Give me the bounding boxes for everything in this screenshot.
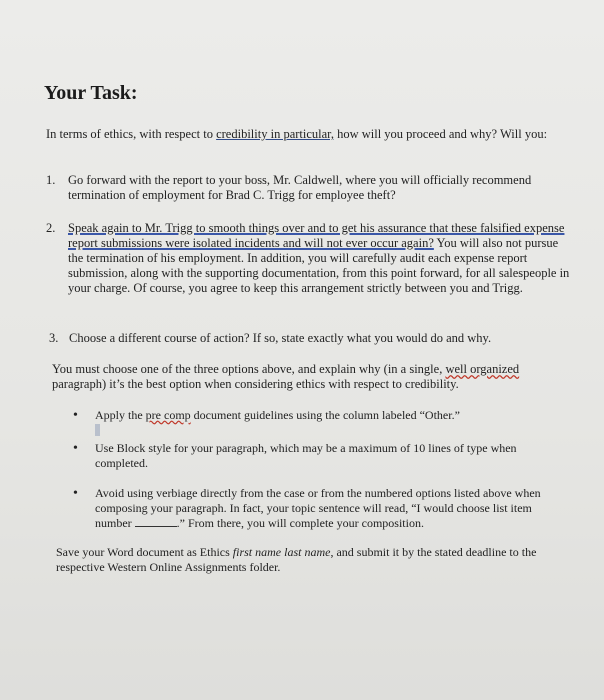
- option-text: Choose a different course of action? If so, state exactly what you would do and why.: [69, 331, 492, 345]
- bullet-2: [73, 441, 563, 473]
- bullet-dot: •: [73, 441, 78, 456]
- instruction-underlined: well organized: [445, 362, 520, 376]
- bullet-dot: •: [73, 486, 78, 501]
- bullet-text: [95, 408, 555, 423]
- option-number: 3.: [49, 331, 59, 345]
- save-instruction: [56, 545, 576, 575]
- task-title: Your Task:: [44, 82, 138, 104]
- bullet-dot: •: [73, 408, 78, 423]
- bullet-underlined: pre comp: [145, 408, 191, 422]
- option-number: 2.: [46, 221, 56, 235]
- option-rest: You will also not pursue the termination of his employment. In addition, you will carefully audit each expense report submission, along with the supporting documentation, from this point forward, for all salespeople in your charge. Of course, you agree to keep this arrangement strictly between you and Trigg.: [68, 236, 570, 295]
- option-text: [68, 221, 576, 296]
- save-italic: first name last name: [232, 545, 331, 559]
- cursor-mark: [95, 424, 100, 436]
- bullet-text-end: .” From there, you will complete your composition.: [176, 516, 424, 530]
- option-number: 1.: [46, 173, 56, 187]
- bullet-text-start: Apply the: [95, 408, 146, 422]
- intro-question: [46, 127, 576, 142]
- instruction-paragraph: [52, 362, 562, 392]
- option-2: [46, 221, 576, 316]
- save-text-end: , and submit it by the stated deadline to the respective Western Online Assignments folder.: [56, 545, 537, 574]
- instruction-text-end: paragraph) it’s the best option when considering ethics with respect to credibility.: [52, 377, 459, 391]
- bullet-text: [95, 486, 565, 531]
- save-text: Save your Word document as Ethics: [56, 545, 233, 559]
- intro-underlined: credibility in particular,: [216, 127, 334, 141]
- bullet-text-start: Avoid using verbiage directly from the case or from the numbered options listed above when composing your paragraph. In fact, your topic sentence will read, “I would choose list item number: [95, 486, 541, 530]
- instruction-text: You must choose one of the three options above, and explain why (in a single,: [52, 362, 446, 376]
- option-highlight: Speak again to Mr. Trigg to smooth things over and to get his assurance that these falsified expense report submissions were isolated incidents and will not ever occur again?: [68, 221, 565, 250]
- intro-text-end: how will you proceed and why? Will you:: [333, 127, 548, 141]
- bullet-3: [73, 486, 563, 534]
- option-1: [46, 173, 576, 205]
- option-3: [49, 331, 579, 347]
- fill-in-blank: [135, 516, 177, 527]
- bullet-text-end: document guidelines using the column labeled “Other.”: [190, 408, 460, 422]
- intro-text: In terms of ethics, with respect to: [46, 127, 217, 141]
- option-text: Go forward with the report to your boss, Mr. Caldwell, where you will officially recommend termination of employment for Brad C. Trigg for employee theft?: [68, 173, 532, 202]
- bullet-1: [73, 408, 553, 424]
- bullet-text: Use Block style for your paragraph, which may be a maximum of 10 lines of type when completed.: [95, 441, 517, 470]
